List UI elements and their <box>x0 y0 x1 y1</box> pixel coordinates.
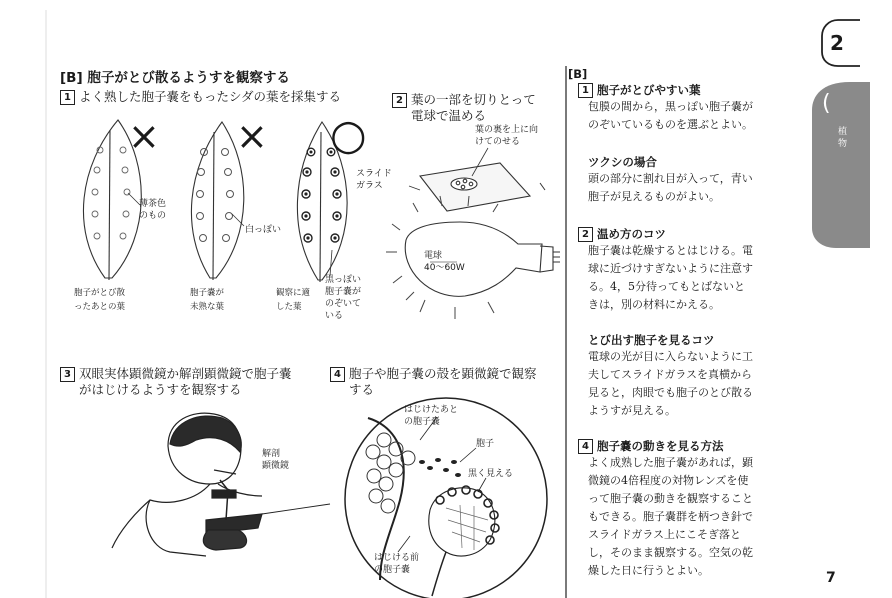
right-header: [B] <box>568 67 588 81</box>
label-leaf-back-up: 葉の裏を上に向 けてのせる <box>475 125 539 147</box>
note-1: 1 胞子がとびやすい葉 包膜の間から，黒っぽい胞子嚢が のぞいているものを選ぶとよい。 <box>578 82 794 134</box>
chapter-number: 2 <box>830 31 844 55</box>
section-title: [B] 胞子がとび散るようすを観察する <box>60 70 290 86</box>
step-4 <box>330 366 537 398</box>
label-light-brown: 薄茶色 のもの <box>139 199 167 221</box>
step-2-line-1: 葉の一部を切りとって <box>411 92 536 107</box>
label-looks-black: 黒く見える <box>468 469 514 479</box>
step-3-line-2: がはじけるようすを観察する <box>79 382 242 397</box>
light-bulb-drawing <box>386 196 560 319</box>
label-before-burst: はじける前 の胞子嚢 <box>374 553 420 575</box>
note-2-number: 2 <box>578 227 593 242</box>
page-number: 7 <box>826 570 836 586</box>
note-horsetail: ツクシの場合 頭の部分に割れ目が入って，青い 胞子が見えるものがよい。 <box>578 154 794 206</box>
step-3-number: 3 <box>60 367 75 382</box>
side-tab-label: 植 物 <box>838 127 848 149</box>
correct-mark: ○ <box>330 110 367 159</box>
note-horsetail-title: ツクシの場合 <box>588 155 657 169</box>
label-whitish: 白っぽい <box>245 225 282 235</box>
side-tab-shape <box>812 82 870 248</box>
step-4-number: 4 <box>330 367 345 382</box>
caption-leaf-a: 胞子がとび散 ったあとの葉 <box>74 288 126 312</box>
note-2: 2 温め方のコツ 胞子嚢は乾燥するとはじける。電 球に近づけすぎないように注意す る。4，5分待ってもとばないと きは，別の材料にかえる。 <box>578 226 794 314</box>
step-4-line-2: する <box>349 382 375 397</box>
step-4-line-1: 胞子や胞子嚢の殻を顕微鏡で観察 <box>349 366 537 381</box>
step-3-line-1: 双眼実体顕微鏡か解剖顕微鏡で胞子嚢 <box>79 366 292 381</box>
note-4: 4 胞子嚢の動きを見る方法 よく成熟した胞子嚢があれば，顕 微鏡の4倍程度の対物レンズを使 って胞子嚢の動きを観察すること もできる。胞子嚢群を柄つき針で スライドガラス上にこそぎ落と し，そのまま観察する。空気の乾 燥した日に行うとよい。 <box>578 438 794 580</box>
caption-leaf-c: 観察に適 した葉 <box>276 288 311 312</box>
step-2 <box>392 92 536 124</box>
note-spore-tips: とび出す胞子を見るコツ 電球の光が目に入らないように工 夫してスライドガラスを真横から 見ると，肉眼でも胞子のとび散る ようすが見える。 <box>578 332 794 420</box>
label-dissecting-microscope: 解剖 顕微鏡 <box>262 449 290 471</box>
wrong-mark-1: × <box>128 114 160 158</box>
side-tab-glyph: ( <box>822 91 831 116</box>
step-2-line-2: 電球で温める <box>411 108 487 123</box>
step-3 <box>60 366 292 398</box>
note-4-title: 胞子嚢の動きを見る方法 <box>597 439 724 453</box>
note-1-title: 胞子がとびやすい葉 <box>597 83 701 97</box>
label-slide-glass: スライド ガラス <box>356 169 392 191</box>
note-spore-tips-title: とび出す胞子を見るコツ <box>588 333 715 347</box>
step-2-number: 2 <box>392 93 407 108</box>
note-1-number: 1 <box>578 83 593 98</box>
step-1-text: よく熟した胞子嚢をもったシダの葉を採集する <box>79 89 342 104</box>
wrong-mark-2: × <box>236 114 268 158</box>
person-with-microscope-drawing <box>112 413 330 556</box>
label-burst-sporangium: はじけたあと の胞子嚢 <box>404 405 459 427</box>
step-1 <box>60 89 341 105</box>
caption-leaf-b: 胞子嚢が 未熟な葉 <box>190 288 225 312</box>
slide-glass-drawing <box>409 148 545 211</box>
label-blackish: 黒っぽい 胞子嚢が のぞいて いる <box>325 275 362 321</box>
label-spore: 胞子 <box>476 439 495 449</box>
note-2-title: 温め方のコツ <box>597 227 666 241</box>
note-4-number: 4 <box>578 439 593 454</box>
label-bulb: 電球 40〜60W <box>424 251 465 273</box>
step-1-number: 1 <box>60 90 75 105</box>
